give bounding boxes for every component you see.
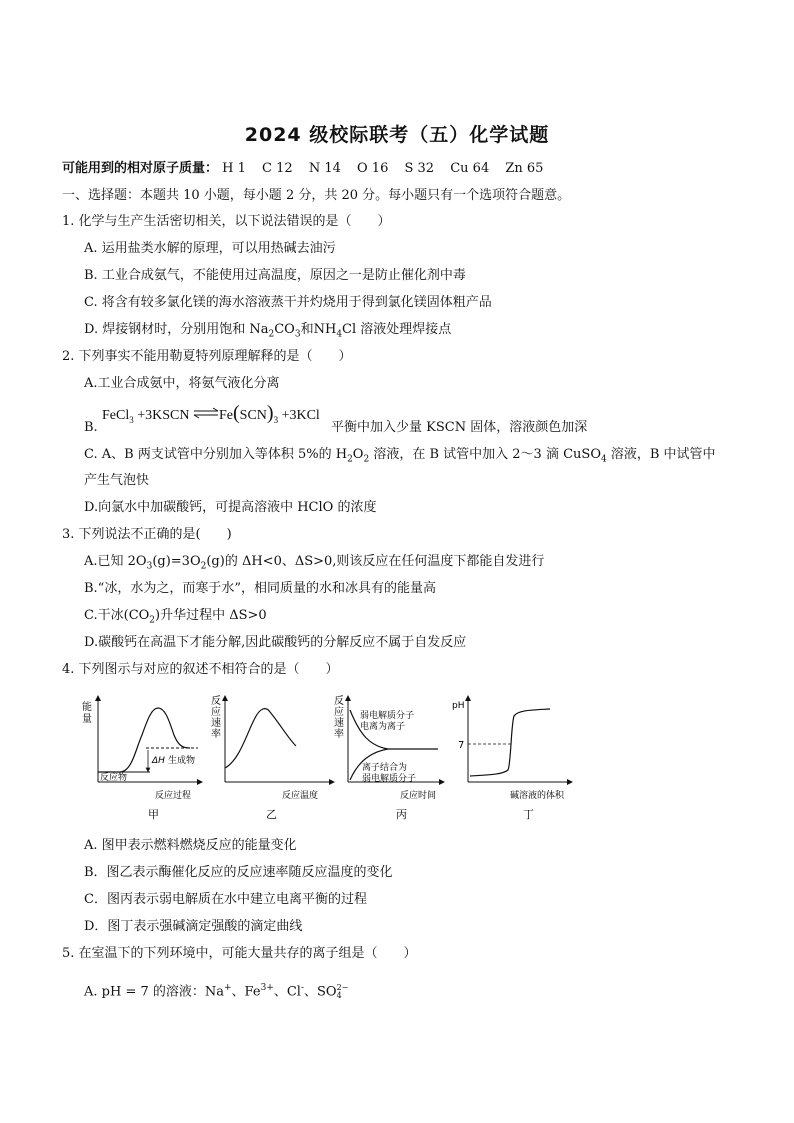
q2-b-label: B. xyxy=(84,420,98,435)
q2-c-post: 溶液，B 中试管中 xyxy=(606,447,716,462)
q2-c-mid: 溶液，在 B 试管中加入 2～3 滴 CuSO xyxy=(369,447,601,462)
ding-seven-label: 7 xyxy=(458,740,465,751)
q1-option-d xyxy=(84,321,451,344)
q5-a-s4: 4 xyxy=(336,990,342,1000)
q4-option-d: D．图丁表示强碱滴定强酸的滴定曲线 xyxy=(84,919,303,934)
figure-jia xyxy=(82,698,200,821)
q3-a-mid: (g)=3O xyxy=(152,554,201,569)
yi-ylabel-1: 反 xyxy=(211,696,221,707)
q4-option-b: B．图乙表示酶催化反应的反应速率随反应温度的变化 xyxy=(84,865,393,880)
yi-ylabel-3: 速 xyxy=(211,718,221,729)
q1-option-c: C. 将含有较多氯化镁的海水溶液蒸干并灼烧用于得到氯化镁固体粗产品 xyxy=(84,295,492,310)
yi-rate-curve xyxy=(225,709,296,768)
jia-reactant-label: 反应物 xyxy=(100,773,128,783)
jia-name: 甲 xyxy=(148,808,159,821)
q1-option-b: B. 工业合成氨气，不能使用过高温度，原因之一是防止催化剂中毒 xyxy=(84,268,466,283)
equilibrium-arrow-icon xyxy=(193,406,219,425)
q3-c-s: 2 xyxy=(149,615,156,626)
q5-a-c3: - xyxy=(300,983,304,993)
q2-eq-left: FeCl xyxy=(102,408,130,423)
bing-ylabel-3: 速 xyxy=(334,718,344,729)
atomic-mass-o: O 16 xyxy=(357,161,389,176)
q2-stem: 2. 下列事实不能用勒夏特列原理解释的是（ ） xyxy=(62,349,352,364)
jia-ylabel-1: 能 xyxy=(82,702,92,713)
figure-yi xyxy=(211,694,332,821)
atomic-mass-label: 可能用到的相对原子质量： xyxy=(62,161,219,176)
bing-top-label-1: 弱电解质分子 xyxy=(360,711,415,721)
q1-d-f1b: CO xyxy=(274,322,295,337)
q2-c-s3: 4 xyxy=(600,454,607,465)
atomic-mass-cu: Cu 64 xyxy=(450,161,490,176)
yi-name: 乙 xyxy=(266,808,277,821)
bing-bottom-label-1: 离子结合为 xyxy=(362,763,408,773)
q3-a-s1: 3 xyxy=(146,561,153,572)
q3-a-pre: A.已知 2O xyxy=(84,554,147,569)
jia-xlabel: 反应过程 xyxy=(155,791,192,801)
q1-d-f2b: Cl xyxy=(342,322,357,337)
q1-d-f1s: 2 xyxy=(268,329,275,340)
bing-bottom-label-2: 弱电解质分子 xyxy=(362,774,417,784)
q5-a-so: 、SO xyxy=(304,984,337,1000)
q2-c-s1: 2 xyxy=(347,454,353,465)
ding-name: 丁 xyxy=(523,808,534,821)
q3-stem: 3. 下列说法不正确的是( ) xyxy=(62,527,232,542)
q4-option-a: A. 图甲表示燃料燃烧反应的能量变化 xyxy=(84,838,297,853)
q5-a-cl: 、Cl xyxy=(273,984,301,1000)
q2-option-a: A.工业合成氨中，将氨气液化分离 xyxy=(84,376,280,391)
bing-name: 丙 xyxy=(396,808,407,821)
q3-a-post: (g)的 ΔH<0、ΔS>0,则该反应在任何温度下都能自发进行 xyxy=(206,554,545,569)
q1-d-f2s: 4 xyxy=(336,329,343,340)
q2-c-o: O xyxy=(352,447,364,462)
q5-a-c4: 2− xyxy=(336,982,349,992)
q2-eq-right: Fe xyxy=(218,408,233,423)
jia-dh-label: ΔH xyxy=(152,756,165,766)
q1-d-f1: Na xyxy=(249,322,269,337)
atomic-mass-zn: Zn 65 xyxy=(505,161,544,176)
q5-a-pre: A. pH = 7 的溶液：Na xyxy=(84,984,224,1000)
q3-option-d: D.碳酸钙在高温下才能分解,因此碳酸钙的分解反应不属于自发反应 xyxy=(84,635,467,650)
q1-option-a: A. 运用盐类水解的原理，可以用热碱去油污 xyxy=(84,241,336,256)
q3-option-c xyxy=(84,607,267,630)
ding-ylabel: pH xyxy=(452,701,465,711)
q2-eq-s1: 3 xyxy=(129,414,134,425)
q3-a-s2: 2 xyxy=(200,561,207,572)
q1-d-f1bs: 3 xyxy=(294,329,301,340)
bing-ylabel-2: 应 xyxy=(334,707,344,718)
q5-stem: 5. 在室温下的下列环境中，可能大量共存的离子组是（ ） xyxy=(62,946,417,961)
bing-ylabel-4: 率 xyxy=(334,729,344,740)
q4-option-c: C．图丙表示弱电解质在水中建立电离平衡的过程 xyxy=(84,892,367,907)
q3-option-b: B.“冰，水为之，而寒于水”，相同质量的水和冰具有的能量高 xyxy=(84,581,436,596)
q2-b-equation: FeCl$_3$ +3KSCN $Fe(SCN)_3 +3KCl$ xyxy=(102,402,320,425)
ding-xlabel: 碱溶液的体积 xyxy=(510,791,565,801)
figure-bing xyxy=(334,694,442,821)
yi-ylabel-2: 应 xyxy=(211,707,221,718)
q3-c-post: )升华过程中 ΔS>0 xyxy=(155,608,267,623)
q2-eq-scn: SCN xyxy=(239,408,267,423)
q1-d-f2: NH xyxy=(313,322,337,337)
figure-ding xyxy=(452,698,570,821)
q4-stem: 4. 下列图示与对应的叙述不相符合的是（ ） xyxy=(62,662,339,677)
q2-c-s2: 2 xyxy=(363,454,370,465)
atomic-mass-s: S 32 xyxy=(404,161,435,176)
q5-option-a xyxy=(84,979,348,1001)
q2-eq-end: +3KCl xyxy=(278,408,320,423)
q2-eq-s2: 3 xyxy=(273,414,279,425)
q1-d-post: 溶液处理焊接点 xyxy=(356,322,452,337)
q2-eq-mid: +3KSCN xyxy=(133,408,190,423)
q4-figures xyxy=(70,690,750,825)
q2-option-c-line1 xyxy=(84,446,716,469)
q2-option-c-line2: 产生气泡快 xyxy=(84,473,150,488)
bing-top-label-2: 电离为离子 xyxy=(360,722,406,732)
q3-c-pre: C.干冰(CO xyxy=(84,608,150,623)
q1-stem: 1. 化学与生产生活密切相关，以下说法错误的是（ ） xyxy=(62,214,391,229)
atomic-mass-line xyxy=(62,160,543,178)
q2-option-b-text: 平衡中加入少量 KSCN 固体，溶液颜色加深 xyxy=(331,420,588,435)
yi-xlabel: 反应温度 xyxy=(282,791,319,801)
section-heading: 一、选择题：本题共 10 小题，每小题 2 分，共 20 分。每小题只有一个选项符合题意。 xyxy=(62,188,571,203)
q1-d-mid: 和 xyxy=(300,322,314,337)
q1-d-pre: D. 焊接钢材时，分别用饱和 xyxy=(84,322,250,337)
atomic-mass-n: N 14 xyxy=(308,161,341,176)
jia-product-label: 生成物 xyxy=(168,756,196,766)
q2-c-pre: C. A、B 两支试管中分别加入等体积 5%的 H xyxy=(84,447,348,462)
q5-a-c1: + xyxy=(224,983,232,993)
bing-xlabel: 反应时间 xyxy=(400,791,437,801)
atomic-mass-h: H 1 xyxy=(222,161,246,176)
q5-a-c2: 3+ xyxy=(260,983,274,993)
q3-option-a xyxy=(84,553,544,576)
q5-a-fe: 、Fe xyxy=(231,984,261,1000)
page-title: 2024 级校际联考（五）化学试题 xyxy=(244,124,550,146)
q2-option-d: D.向氯水中加碳酸钙，可提高溶液中 HClO 的浓度 xyxy=(84,500,377,515)
atomic-mass-c: C 12 xyxy=(262,161,293,176)
ding-titration-curve xyxy=(470,709,550,776)
jia-ylabel-2: 量 xyxy=(82,714,92,725)
yi-ylabel-4: 率 xyxy=(211,729,221,740)
bing-ylabel-1: 反 xyxy=(334,696,344,707)
